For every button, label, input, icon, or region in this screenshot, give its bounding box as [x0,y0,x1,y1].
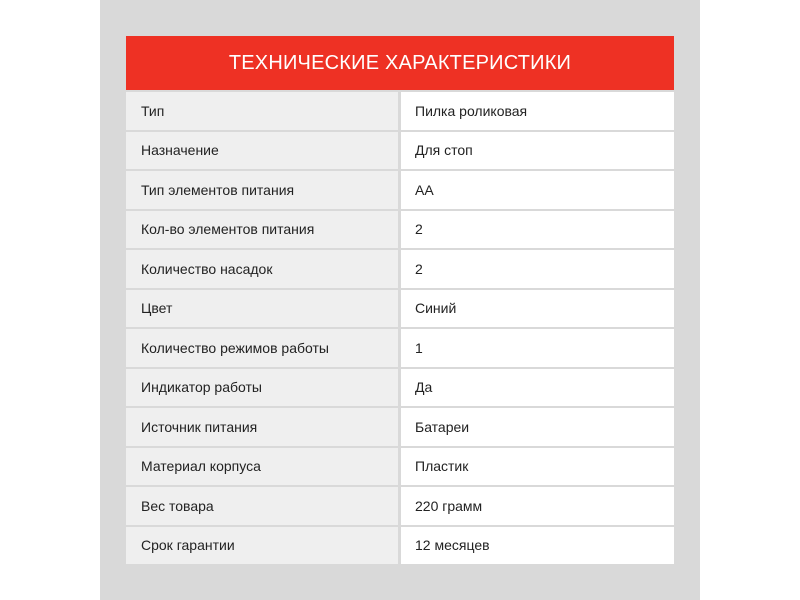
spec-value: Пилка роликовая [401,92,674,130]
spec-value: Для стоп [401,132,674,170]
table-row [126,92,674,130]
spec-label: Количество режимов работы [126,329,398,367]
spec-value: 220 грамм [401,487,674,525]
table-row [126,408,674,446]
spec-label: Материал корпуса [126,448,398,486]
specs-header [126,36,674,90]
table-row [126,171,674,209]
spec-label: Цвет [126,290,398,328]
spec-value: Да [401,369,674,407]
spec-value: АА [401,171,674,209]
table-row [126,487,674,525]
spec-value: 2 [401,250,674,288]
spec-value: 2 [401,211,674,249]
spec-label: Кол-во элементов питания [126,211,398,249]
table-row [126,329,674,367]
spec-value: 12 месяцев [401,527,674,565]
table-row [126,132,674,170]
spec-label: Индикатор работы [126,369,398,407]
spec-value: Батареи [401,408,674,446]
spec-value: Пластик [401,448,674,486]
spec-label: Назначение [126,132,398,170]
spec-label: Тип [126,92,398,130]
specs-title: ТЕХНИЧЕСКИЕ ХАРАКТЕРИСТИКИ [228,51,572,74]
spec-label: Источник питания [126,408,398,446]
specs-table [126,92,674,564]
spec-label: Количество насадок [126,250,398,288]
table-row [126,211,674,249]
specs-card [126,36,674,566]
spec-label: Тип элементов питания [126,171,398,209]
table-row [126,527,674,565]
page-background [100,0,700,600]
spec-label: Срок гарантии [126,527,398,565]
table-row [126,448,674,486]
spec-label: Вес товара [126,487,398,525]
spec-value: 1 [401,329,674,367]
table-row [126,290,674,328]
spec-value: Синий [401,290,674,328]
table-row [126,250,674,288]
table-row [126,369,674,407]
